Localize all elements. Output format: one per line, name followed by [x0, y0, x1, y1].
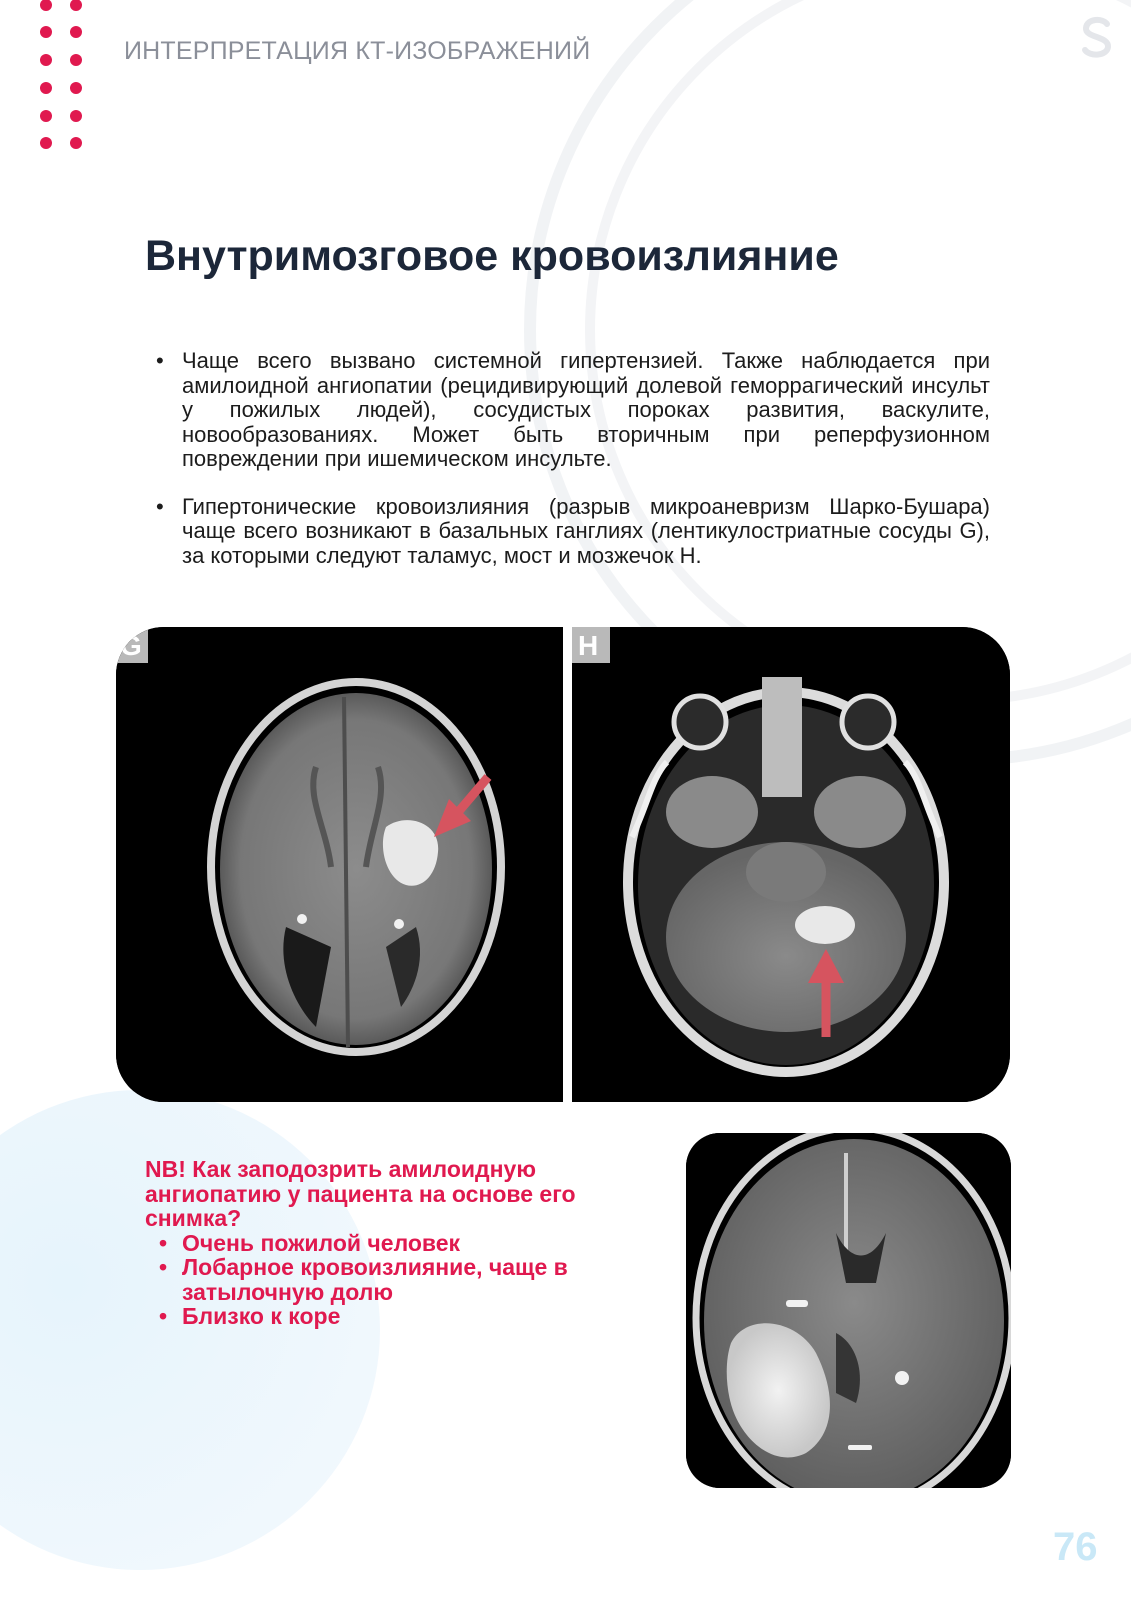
panel-h-label: H	[578, 630, 599, 661]
bullet-item: • Гипертонические кровоизлияния (разрыв микроаневризм Шарко-Бушара) чаще всего возникают в базальных ганглиях (лентикулостриатные сосуды G), за которыми следуют таламус, мост и мозжечок H.	[150, 495, 990, 569]
ct-scan-amyloid	[686, 1133, 1011, 1488]
panel-divider	[563, 627, 572, 1102]
nb-item: • Близко к коре	[145, 1304, 615, 1329]
nb-title: NB! Как заподозрить амилоидную ангиопатию у пациента на основе его снимка?	[145, 1156, 576, 1231]
nb-callout	[145, 1157, 615, 1329]
panel-g-label: G	[120, 630, 142, 661]
bullet-item: • Чаще всего вызвано системной гипертензией. Также наблюдается при амилоидной ангиопатии (рецидивирующий долевой геморрагический инсульт у пожилых людей), сосудистых пороках развития, васкулите, новообразованиях. Может быть вторичным при реперфузионном повреждении при ишемическом инсульте.	[150, 349, 990, 472]
nb-item: • Лобарное кровоизлияние, чаще в затылочную долю	[145, 1255, 615, 1304]
page-number: 76	[1053, 1525, 1098, 1569]
ct-scan-h	[572, 627, 1010, 1102]
ct-scans-figure	[116, 627, 1010, 1102]
nb-item: • Очень пожилой человек	[145, 1231, 615, 1256]
ct-scan-g	[116, 627, 563, 1102]
dot-grid-decoration	[40, 0, 84, 152]
nb-list	[145, 1231, 615, 1329]
bullet-list	[150, 349, 990, 591]
page-title: Внутримозговое кровоизлияние	[145, 232, 839, 280]
s-logo-icon	[1077, 14, 1117, 60]
section-header: ИНТЕРПРЕТАЦИЯ КТ-ИЗОБРАЖЕНИЙ	[124, 37, 591, 65]
